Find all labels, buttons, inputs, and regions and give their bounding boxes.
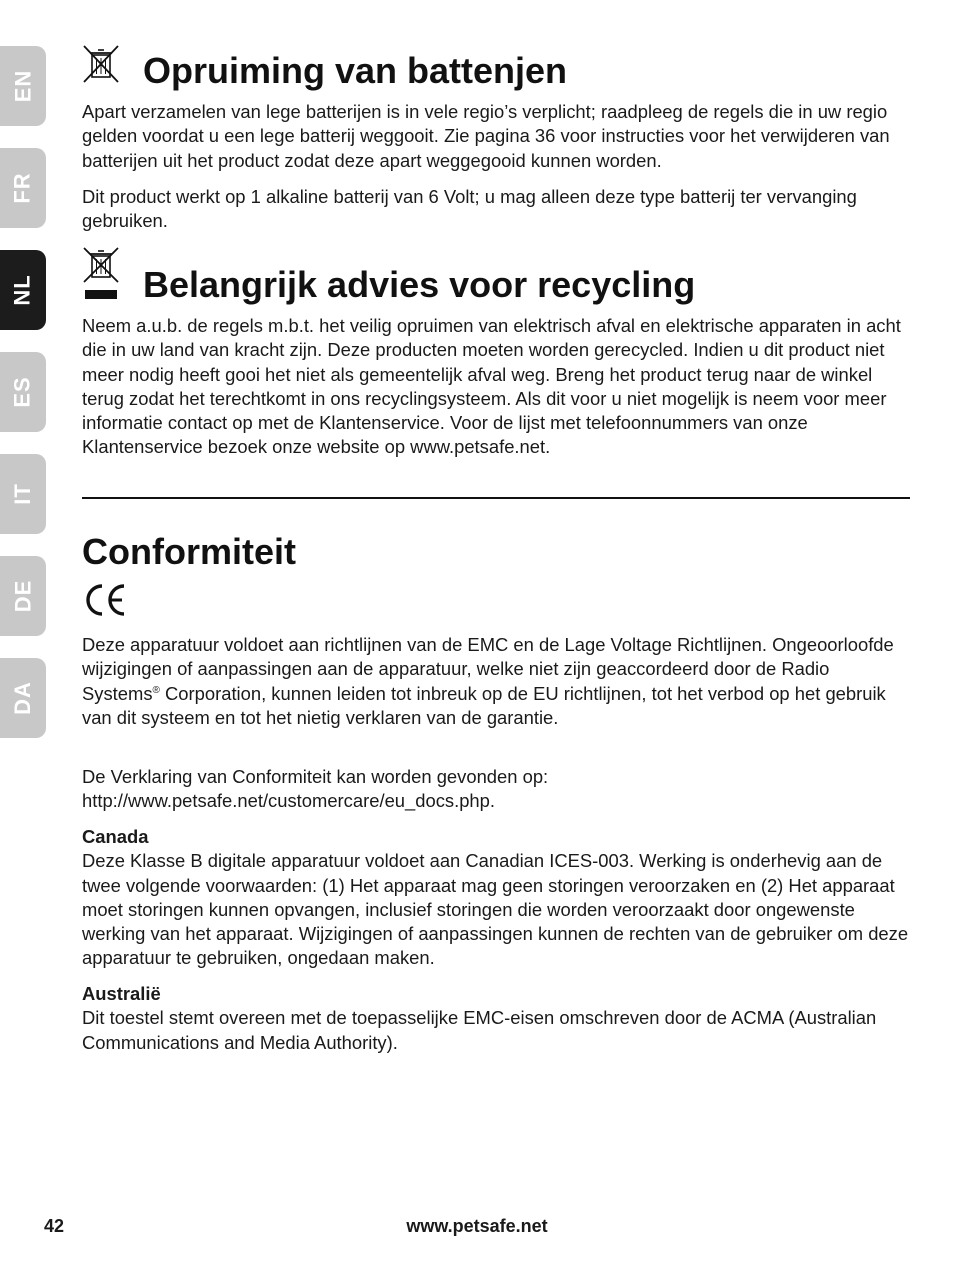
recycling-paragraph: Neem a.u.b. de regels m.b.t. het veilig opruimen van elektrisch afval en elektrische apparaten in acht die in uw land van kracht zijn. Deze producten moeten worden gerecycled. Indien u dit product niet meer nodig heeft gooi het niet als gemeentelijk afval weg. Breng het product terug naar de winkel terug zodat het terechtkomt in ons recyclingsysteem. Als dit voor u niet mogelijk is neem voor meer informatie contact op met de Klantenservice. Voor de lijst met telefoonnummers van onze Klantenservice bezoek onze website op www.petsafe.net.	[82, 315, 901, 458]
conformity-paragraph-2: De Verklaring van Conformiteit kan worden gevonden op: http://www.petsafe.net/customercare/eu_docs.php.	[82, 766, 549, 812]
ce-mark-icon	[82, 583, 128, 617]
canada-block	[82, 825, 910, 971]
section-divider	[82, 497, 910, 499]
canada-paragraph: Deze Klasse B digitale apparatuur voldoet aan Canadian ICES-003. Werking is onderhevig aan de twee volgende voorwaarden: (1) Het apparaat mag geen storingen veroorzaken en (2) Het apparaat moet storingen kunnen opvangen, inclusief storingen die worden veroorzaakt door ongewenste werking van het apparaat. Wijzigingen of aanpassingen kunnen de rechten van de gebruiker om deze apparatuur te gebruiken, ongedaan maken.	[82, 850, 909, 969]
declaration-link[interactable]: http://www.petsafe.net/customercare/eu_docs.php.	[82, 790, 495, 812]
weee-bin-icon	[82, 246, 120, 302]
crossed-bin-icon	[82, 44, 120, 84]
tab-fr[interactable]: FR	[0, 148, 46, 228]
batteries-paragraph-1: Apart verzamelen van lege batterijen is in vele regio’s verplicht; raadpleeg de regels die in uw regio gelden voordat u een lege batterij weggooit. Zie pagina 36 voor instructies voor het verwijderen van batterijen uit het product zodat deze apart weggegooid kunnen worden.	[82, 101, 890, 171]
page-number: 42	[44, 1216, 65, 1236]
tab-de[interactable]: DE	[0, 556, 46, 636]
section-title-recycling: Belangrijk advies voor recycling	[143, 264, 696, 305]
footer-website[interactable]: www.petsafe.net	[406, 1216, 548, 1236]
australia-heading: Australië	[82, 983, 161, 1004]
australia-paragraph: Dit toestel stemt overeen met de toepasselijke EMC-eisen omschreven door de ACMA (Australian Communications and Media Authority).	[82, 1007, 877, 1053]
batteries-paragraph-2: Dit product werkt op 1 alkaline batterij van 6 Volt; u mag alleen deze type batterij ter vervanging gebruiken.	[82, 186, 857, 232]
tab-es[interactable]: ES	[0, 352, 46, 432]
section-title-conformity: Conformiteit	[82, 531, 296, 572]
tab-nl[interactable]: NL	[0, 250, 46, 330]
australia-block	[82, 982, 910, 1055]
tab-da[interactable]: DA	[0, 658, 46, 738]
tab-en[interactable]: EN	[0, 46, 46, 126]
conformity-paragraph-1: Deze apparatuur voldoet aan richtlijnen van de EMC en de Lage Voltage Richtlijnen. Ongeoorloofde wijzigingen of aanpassingen aan de apparatuur, welke niet zijn geaccordeerd door de Radio Systems® Corporation, kunnen leiden tot inbreuk op de EU richtlijnen, tot het verbod op het gebruik van dit systeem en tot het nietig verklaren van de garantie.	[82, 634, 894, 728]
canada-heading: Canada	[82, 826, 149, 847]
tab-it[interactable]: IT	[0, 454, 46, 534]
section-title-batteries: Opruiming van battenjen	[143, 50, 568, 91]
